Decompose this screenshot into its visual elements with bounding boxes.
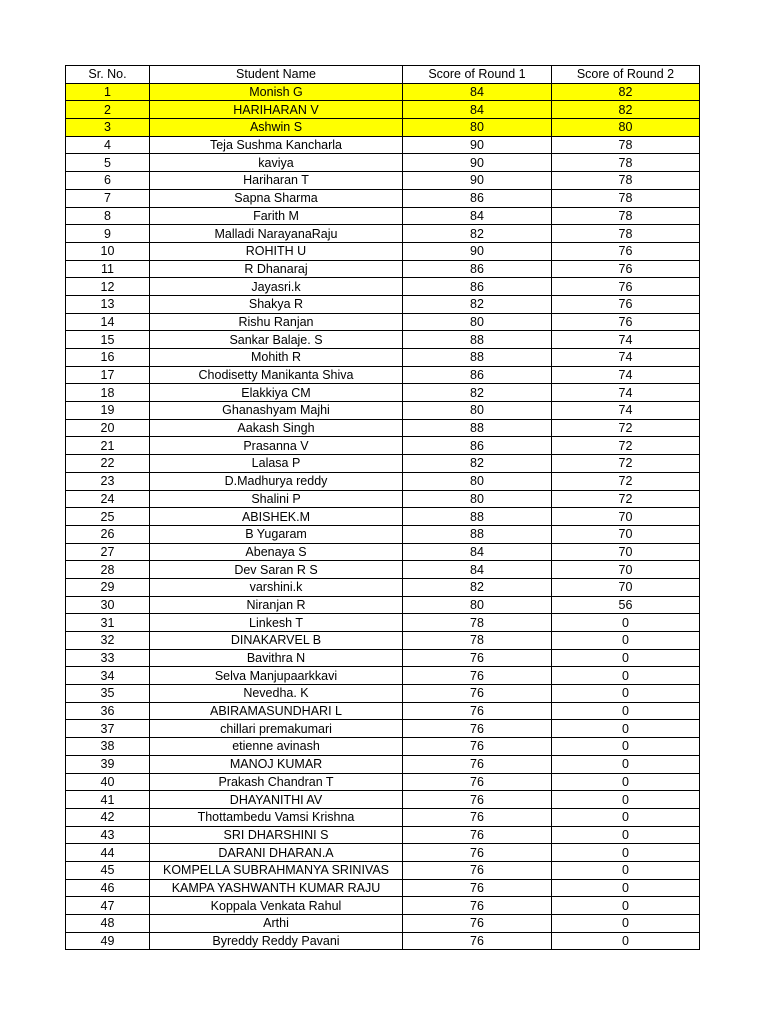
table-row xyxy=(66,101,700,119)
round-2-score-cell: 72 xyxy=(552,419,700,437)
sr-no-cell: 11 xyxy=(66,260,150,278)
round-1-score-cell: 82 xyxy=(403,384,552,402)
table-row xyxy=(66,755,700,773)
round-2-score-cell: 76 xyxy=(552,242,700,260)
student-name-cell: Ashwin S xyxy=(150,119,403,137)
table-row xyxy=(66,384,700,402)
round-1-score-cell: 76 xyxy=(403,755,552,773)
round-2-score-cell: 74 xyxy=(552,331,700,349)
round-1-score-cell: 76 xyxy=(403,667,552,685)
table-row xyxy=(66,83,700,101)
student-name-cell: KOMPELLA SUBRAHMANYA SRINIVAS xyxy=(150,861,403,879)
student-name-cell: Linkesh T xyxy=(150,614,403,632)
table-row xyxy=(66,278,700,296)
sr-no-cell: 12 xyxy=(66,278,150,296)
round-1-score-cell: 90 xyxy=(403,242,552,260)
student-name-cell: Arthi xyxy=(150,915,403,933)
table-row xyxy=(66,543,700,561)
sr-no-cell: 37 xyxy=(66,720,150,738)
table-row xyxy=(66,808,700,826)
table-row xyxy=(66,685,700,703)
round-2-score-cell: 76 xyxy=(552,313,700,331)
table-row xyxy=(66,720,700,738)
sr-no-cell: 38 xyxy=(66,738,150,756)
sr-no-cell: 39 xyxy=(66,755,150,773)
sr-no-cell: 34 xyxy=(66,667,150,685)
round-2-score-cell: 0 xyxy=(552,879,700,897)
sr-no-cell: 17 xyxy=(66,366,150,384)
table-row xyxy=(66,915,700,933)
student-name-cell: KAMPA YASHWANTH KUMAR RAJU xyxy=(150,879,403,897)
student-name-cell: ABIRAMASUNDHARI L xyxy=(150,702,403,720)
student-name-cell: Elakkiya CM xyxy=(150,384,403,402)
table-row xyxy=(66,844,700,862)
round-2-score-cell: 80 xyxy=(552,119,700,137)
student-name-cell: Nevedha. K xyxy=(150,685,403,703)
sr-no-cell: 21 xyxy=(66,437,150,455)
round-1-score-cell: 88 xyxy=(403,331,552,349)
round-1-score-cell: 80 xyxy=(403,313,552,331)
table-row xyxy=(66,313,700,331)
sr-no-cell: 26 xyxy=(66,525,150,543)
table-row xyxy=(66,225,700,243)
student-name-cell: Mohith R xyxy=(150,349,403,367)
round-1-score-cell: 86 xyxy=(403,437,552,455)
sr-no-cell: 1 xyxy=(66,83,150,101)
sr-no-cell: 18 xyxy=(66,384,150,402)
student-name-cell: DINAKARVEL B xyxy=(150,632,403,650)
round-2-score-cell: 0 xyxy=(552,632,700,650)
student-name-cell: Teja Sushma Kancharla xyxy=(150,136,403,154)
table-row xyxy=(66,419,700,437)
round-1-score-cell: 76 xyxy=(403,897,552,915)
round-2-score-cell: 0 xyxy=(552,915,700,933)
round-2-score-cell: 82 xyxy=(552,101,700,119)
round-2-score-cell: 0 xyxy=(552,861,700,879)
round-2-score-cell: 76 xyxy=(552,260,700,278)
round-1-score-cell: 84 xyxy=(403,83,552,101)
student-name-cell: MANOJ KUMAR xyxy=(150,755,403,773)
header-row xyxy=(66,66,700,84)
sr-no-cell: 43 xyxy=(66,826,150,844)
student-name-cell: Jayasri.k xyxy=(150,278,403,296)
student-name-cell: SRI DHARSHINI S xyxy=(150,826,403,844)
round-1-score-cell: 80 xyxy=(403,119,552,137)
student-name-cell: Byreddy Reddy Pavani xyxy=(150,932,403,950)
table-row xyxy=(66,508,700,526)
round-1-score-cell: 90 xyxy=(403,172,552,190)
sr-no-cell: 36 xyxy=(66,702,150,720)
student-name-cell: ROHITH U xyxy=(150,242,403,260)
sr-no-cell: 8 xyxy=(66,207,150,225)
student-name-cell: Selva Manjupaarkkavi xyxy=(150,667,403,685)
round-1-score-cell: 76 xyxy=(403,791,552,809)
sr-no-cell: 44 xyxy=(66,844,150,862)
table-row xyxy=(66,119,700,137)
round-1-score-cell: 76 xyxy=(403,932,552,950)
round-2-score-cell: 74 xyxy=(552,384,700,402)
sr-no-cell: 25 xyxy=(66,508,150,526)
student-name-cell: Ghanashyam Majhi xyxy=(150,402,403,420)
round-1-score-cell: 76 xyxy=(403,808,552,826)
round-1-score-cell: 82 xyxy=(403,295,552,313)
round-2-score-cell: 0 xyxy=(552,932,700,950)
round-2-score-cell: 70 xyxy=(552,561,700,579)
student-name-cell: Dev Saran R S xyxy=(150,561,403,579)
table-row xyxy=(66,402,700,420)
round-1-score-cell: 76 xyxy=(403,649,552,667)
sr-no-cell: 2 xyxy=(66,101,150,119)
round-2-score-cell: 72 xyxy=(552,437,700,455)
table-row xyxy=(66,738,700,756)
sr-no-cell: 10 xyxy=(66,242,150,260)
table-row xyxy=(66,667,700,685)
round-2-score-cell: 74 xyxy=(552,402,700,420)
student-name-cell: Shakya R xyxy=(150,295,403,313)
round-2-score-cell: 56 xyxy=(552,596,700,614)
round-2-score-cell: 0 xyxy=(552,791,700,809)
student-name-cell: Lalasa P xyxy=(150,455,403,473)
round-1-score-cell: 80 xyxy=(403,402,552,420)
table-row xyxy=(66,826,700,844)
round-1-score-cell: 80 xyxy=(403,472,552,490)
round-2-score-cell: 78 xyxy=(552,189,700,207)
round-2-score-cell: 78 xyxy=(552,207,700,225)
table-row xyxy=(66,172,700,190)
header-sr-no: Sr. No. xyxy=(66,66,150,84)
round-1-score-cell: 86 xyxy=(403,260,552,278)
round-1-score-cell: 76 xyxy=(403,685,552,703)
table-row xyxy=(66,649,700,667)
round-1-score-cell: 76 xyxy=(403,844,552,862)
round-2-score-cell: 74 xyxy=(552,366,700,384)
round-1-score-cell: 90 xyxy=(403,136,552,154)
student-name-cell: Niranjan R xyxy=(150,596,403,614)
round-1-score-cell: 82 xyxy=(403,455,552,473)
round-1-score-cell: 80 xyxy=(403,490,552,508)
sr-no-cell: 30 xyxy=(66,596,150,614)
student-name-cell: D.Madhurya reddy xyxy=(150,472,403,490)
table-row xyxy=(66,596,700,614)
table-row xyxy=(66,154,700,172)
table-row xyxy=(66,189,700,207)
student-name-cell: Chodisetty Manikanta Shiva xyxy=(150,366,403,384)
sr-no-cell: 23 xyxy=(66,472,150,490)
table-row xyxy=(66,242,700,260)
round-1-score-cell: 78 xyxy=(403,632,552,650)
sr-no-cell: 16 xyxy=(66,349,150,367)
student-name-cell: etienne avinash xyxy=(150,738,403,756)
round-1-score-cell: 88 xyxy=(403,349,552,367)
table-row xyxy=(66,861,700,879)
round-2-score-cell: 0 xyxy=(552,685,700,703)
table-row xyxy=(66,561,700,579)
round-1-score-cell: 76 xyxy=(403,826,552,844)
student-name-cell: R Dhanaraj xyxy=(150,260,403,278)
table-row xyxy=(66,791,700,809)
table-row xyxy=(66,349,700,367)
round-1-score-cell: 90 xyxy=(403,154,552,172)
sr-no-cell: 33 xyxy=(66,649,150,667)
sr-no-cell: 45 xyxy=(66,861,150,879)
table-row xyxy=(66,295,700,313)
sr-no-cell: 31 xyxy=(66,614,150,632)
round-2-score-cell: 0 xyxy=(552,614,700,632)
sr-no-cell: 40 xyxy=(66,773,150,791)
round-2-score-cell: 0 xyxy=(552,897,700,915)
table-row xyxy=(66,879,700,897)
student-name-cell: B Yugaram xyxy=(150,525,403,543)
sr-no-cell: 48 xyxy=(66,915,150,933)
round-2-score-cell: 70 xyxy=(552,508,700,526)
round-1-score-cell: 88 xyxy=(403,508,552,526)
sr-no-cell: 6 xyxy=(66,172,150,190)
table-row xyxy=(66,897,700,915)
sr-no-cell: 32 xyxy=(66,632,150,650)
round-1-score-cell: 84 xyxy=(403,543,552,561)
sr-no-cell: 24 xyxy=(66,490,150,508)
header-student-name: Student Name xyxy=(150,66,403,84)
round-2-score-cell: 72 xyxy=(552,490,700,508)
student-name-cell: Farith M xyxy=(150,207,403,225)
round-2-score-cell: 0 xyxy=(552,702,700,720)
round-2-score-cell: 76 xyxy=(552,278,700,296)
round-2-score-cell: 0 xyxy=(552,649,700,667)
round-2-score-cell: 70 xyxy=(552,543,700,561)
student-name-cell: Bavithra N xyxy=(150,649,403,667)
table-row xyxy=(66,260,700,278)
table-row xyxy=(66,702,700,720)
round-2-score-cell: 82 xyxy=(552,83,700,101)
score-table xyxy=(65,65,700,950)
sr-no-cell: 20 xyxy=(66,419,150,437)
round-2-score-cell: 0 xyxy=(552,738,700,756)
sr-no-cell: 5 xyxy=(66,154,150,172)
sr-no-cell: 46 xyxy=(66,879,150,897)
student-name-cell: Sapna Sharma xyxy=(150,189,403,207)
round-1-score-cell: 76 xyxy=(403,738,552,756)
header-score-round-1: Score of Round 1 xyxy=(403,66,552,84)
sr-no-cell: 22 xyxy=(66,455,150,473)
round-2-score-cell: 0 xyxy=(552,826,700,844)
table-row xyxy=(66,614,700,632)
sr-no-cell: 9 xyxy=(66,225,150,243)
table-row xyxy=(66,331,700,349)
round-1-score-cell: 84 xyxy=(403,561,552,579)
sr-no-cell: 41 xyxy=(66,791,150,809)
student-name-cell: Prasanna V xyxy=(150,437,403,455)
student-name-cell: Malladi NarayanaRaju xyxy=(150,225,403,243)
round-2-score-cell: 74 xyxy=(552,349,700,367)
student-name-cell: ABISHEK.M xyxy=(150,508,403,526)
round-1-score-cell: 82 xyxy=(403,225,552,243)
round-1-score-cell: 84 xyxy=(403,101,552,119)
student-name-cell: varshini.k xyxy=(150,578,403,596)
round-2-score-cell: 78 xyxy=(552,136,700,154)
table-row xyxy=(66,490,700,508)
student-name-cell: Koppala Venkata Rahul xyxy=(150,897,403,915)
sr-no-cell: 13 xyxy=(66,295,150,313)
sr-no-cell: 35 xyxy=(66,685,150,703)
round-1-score-cell: 80 xyxy=(403,596,552,614)
student-name-cell: Hariharan T xyxy=(150,172,403,190)
table-row xyxy=(66,207,700,225)
round-2-score-cell: 0 xyxy=(552,755,700,773)
sr-no-cell: 42 xyxy=(66,808,150,826)
student-name-cell: Prakash Chandran T xyxy=(150,773,403,791)
round-1-score-cell: 76 xyxy=(403,861,552,879)
header-score-round-2: Score of Round 2 xyxy=(552,66,700,84)
table-row xyxy=(66,632,700,650)
round-2-score-cell: 70 xyxy=(552,578,700,596)
round-1-score-cell: 76 xyxy=(403,915,552,933)
round-1-score-cell: 86 xyxy=(403,278,552,296)
sr-no-cell: 19 xyxy=(66,402,150,420)
round-2-score-cell: 72 xyxy=(552,455,700,473)
table-row xyxy=(66,932,700,950)
round-1-score-cell: 78 xyxy=(403,614,552,632)
student-name-cell: Abenaya S xyxy=(150,543,403,561)
round-2-score-cell: 78 xyxy=(552,172,700,190)
round-2-score-cell: 76 xyxy=(552,295,700,313)
round-2-score-cell: 0 xyxy=(552,720,700,738)
round-2-score-cell: 78 xyxy=(552,225,700,243)
table-row xyxy=(66,437,700,455)
student-name-cell: Sankar Balaje. S xyxy=(150,331,403,349)
table-row xyxy=(66,455,700,473)
table-row xyxy=(66,472,700,490)
round-1-score-cell: 76 xyxy=(403,720,552,738)
sr-no-cell: 27 xyxy=(66,543,150,561)
student-name-cell: HARIHARAN V xyxy=(150,101,403,119)
round-2-score-cell: 78 xyxy=(552,154,700,172)
round-2-score-cell: 0 xyxy=(552,808,700,826)
student-name-cell: Rishu Ranjan xyxy=(150,313,403,331)
round-1-score-cell: 86 xyxy=(403,189,552,207)
table-body xyxy=(66,83,700,950)
student-name-cell: Aakash Singh xyxy=(150,419,403,437)
round-1-score-cell: 86 xyxy=(403,366,552,384)
sr-no-cell: 47 xyxy=(66,897,150,915)
sr-no-cell: 3 xyxy=(66,119,150,137)
student-name-cell: kaviya xyxy=(150,154,403,172)
student-name-cell: DARANI DHARAN.A xyxy=(150,844,403,862)
round-2-score-cell: 0 xyxy=(552,667,700,685)
sr-no-cell: 4 xyxy=(66,136,150,154)
table-row xyxy=(66,366,700,384)
round-1-score-cell: 76 xyxy=(403,879,552,897)
table-row xyxy=(66,578,700,596)
student-name-cell: Thottambedu Vamsi Krishna xyxy=(150,808,403,826)
round-1-score-cell: 88 xyxy=(403,419,552,437)
round-1-score-cell: 76 xyxy=(403,702,552,720)
sr-no-cell: 28 xyxy=(66,561,150,579)
sr-no-cell: 14 xyxy=(66,313,150,331)
round-1-score-cell: 88 xyxy=(403,525,552,543)
table-row xyxy=(66,136,700,154)
student-name-cell: DHAYANITHI AV xyxy=(150,791,403,809)
table-row xyxy=(66,773,700,791)
round-1-score-cell: 84 xyxy=(403,207,552,225)
round-1-score-cell: 76 xyxy=(403,773,552,791)
student-name-cell: Shalini P xyxy=(150,490,403,508)
round-2-score-cell: 0 xyxy=(552,844,700,862)
sr-no-cell: 49 xyxy=(66,932,150,950)
sr-no-cell: 29 xyxy=(66,578,150,596)
student-name-cell: Monish G xyxy=(150,83,403,101)
round-2-score-cell: 0 xyxy=(552,773,700,791)
table-row xyxy=(66,525,700,543)
round-2-score-cell: 70 xyxy=(552,525,700,543)
sr-no-cell: 7 xyxy=(66,189,150,207)
student-name-cell: chillari premakumari xyxy=(150,720,403,738)
round-2-score-cell: 72 xyxy=(552,472,700,490)
sr-no-cell: 15 xyxy=(66,331,150,349)
round-1-score-cell: 82 xyxy=(403,578,552,596)
